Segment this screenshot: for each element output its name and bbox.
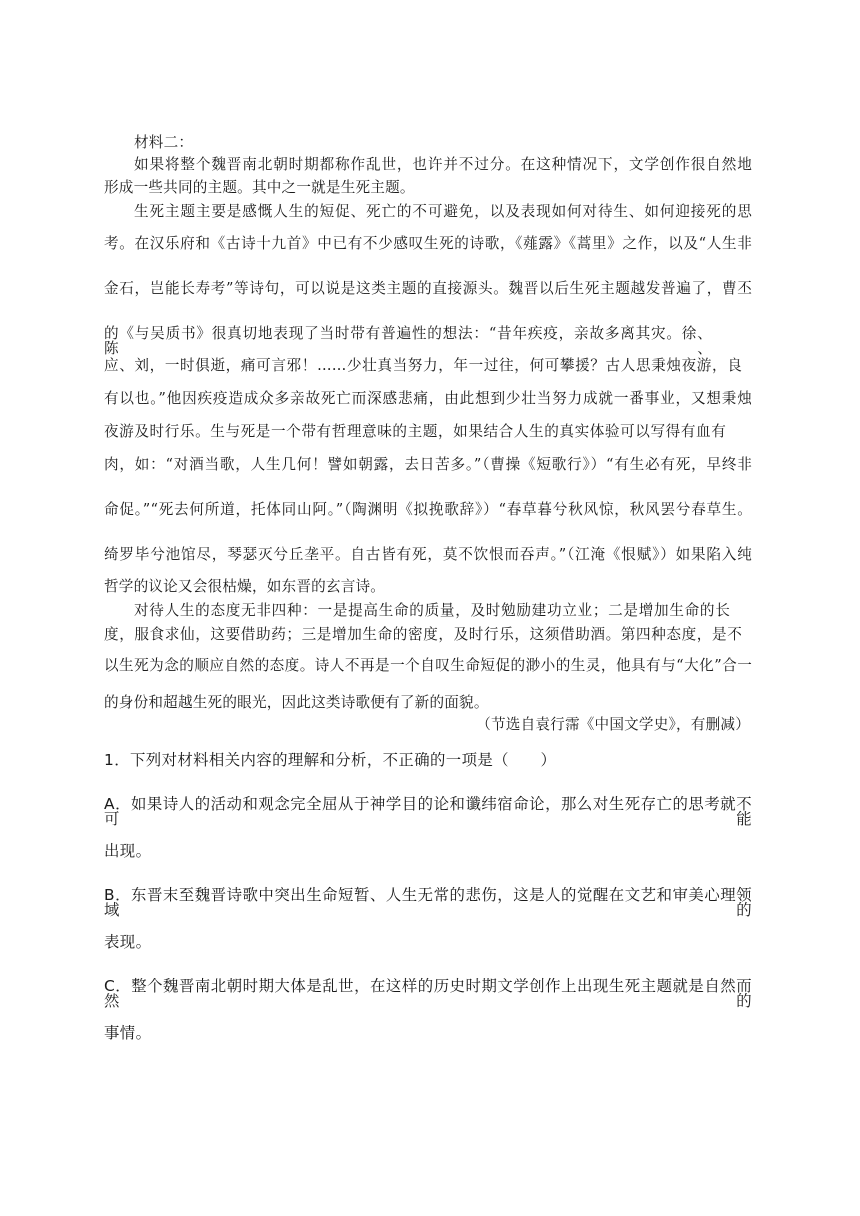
- paragraph-line: 对待人生的态度无非四种：一是提高生命的质量，及时勉励建功立业；二是增加生命的长: [134, 602, 730, 619]
- paragraph-line: 肉，如：“对酒当歌，人生几何！譬如朝露，去日苦多。”（曹操《短歌行》）“有生必有死，早终非: [104, 456, 752, 473]
- option-a-line: A．如果诗人的活动和观念完全屈从于神学目的论和谶纬宿命论，那么对生死存亡的思考就不可能: [104, 795, 752, 829]
- paragraph-line: 度，服食求仙，这要借助药；三是增加生命的密度，及时行乐，这须借助酒。第四种态度，是不: [104, 626, 742, 643]
- paragraph-line: 的身份和超越生死的眼光，因此这类诗歌便有了新的面貌。: [104, 694, 489, 711]
- source-citation: （节选自袁行霈《中国文学史》，有删减）: [476, 716, 750, 733]
- paragraph-line: 有以也。”他因疾疫造成众多亲故死亡而深感悲痛，由此想到少壮当努力成就一番事业，又想秉烛: [104, 390, 752, 407]
- paragraph-line: 考。在汉乐府和《古诗十九首》中已有不少感叹生死的诗歌，《薤露》《蒿里》之作，以及“人生非: [104, 235, 752, 252]
- option-c-line: 事情。: [104, 1024, 152, 1042]
- paragraph-line: 金石，岂能长寿考”等诗句，可以说是这类主题的直接源头。魏晋以后生死主题越发普遍了，曹丕: [104, 280, 752, 297]
- paragraph-line: 如果将整个魏晋南北朝时期都称作乱世，也许并不过分。在这种情况下，文学创作很自然地: [134, 156, 752, 173]
- question-stem: 1．下列对材料相关内容的理解和分析，不正确的一项是（ ）: [104, 751, 557, 769]
- paragraph-line: 以生死为念的顺应自然的态度。诗人不再是一个自叹生命短促的渺小的生灵，他具有与“大化”合一: [104, 657, 752, 674]
- paragraph-line: 生死主题主要是感慨人生的短促、死亡的不可避免，以及表现如何对待生、如何迎接死的思: [134, 203, 752, 220]
- paragraph-line: 形成一些共同的主题。其中之一就是生死主题。: [104, 179, 415, 196]
- paragraph-line: 命促。”“死去何所道，托体同山阿。”（陶渊明《拟挽歌辞》）“春草暮兮秋风惊，秋风罢兮春草生。: [104, 501, 752, 518]
- paragraph-line: 绮罗毕兮池馆尽，琴瑟灭兮丘垄平。自古皆有死，莫不饮恨而吞声。”（江淹《恨赋》）如果陷入纯: [104, 546, 752, 563]
- paragraph-line: 哲学的议论又会很枯燥，如东晋的玄言诗。: [104, 578, 386, 595]
- material-heading: 材料二：: [134, 134, 194, 151]
- paragraph-line: 应、刘，一时俱逝，痛可言邪！……少壮真当努力，年一过往，何可攀援？古人思秉烛夜游，良: [104, 357, 742, 374]
- paragraph-line: 夜游及时行乐。生与死是一个带有哲理意味的主题，如果结合人生的真实体验可以写得有血有: [104, 423, 726, 440]
- option-a-line: 出现。: [104, 842, 152, 860]
- option-b-line: B．东晋末至魏晋诗歌中突出生命短暂、人生无常的悲伤，这是人的觉醒在文艺和审美心理领域的: [104, 886, 752, 920]
- option-b-line: 表现。: [104, 933, 152, 951]
- option-c-line: C．整个魏晋南北朝时期大体是乱世，在这样的历史时期文学创作上出现生死主题就是自然而然的: [104, 977, 752, 1011]
- paragraph-line: 的《与吴质书》很真切地表现了当时带有普遍性的想法：“昔年疾疫，亲故多离其灾。徐、陈、: [104, 325, 712, 357]
